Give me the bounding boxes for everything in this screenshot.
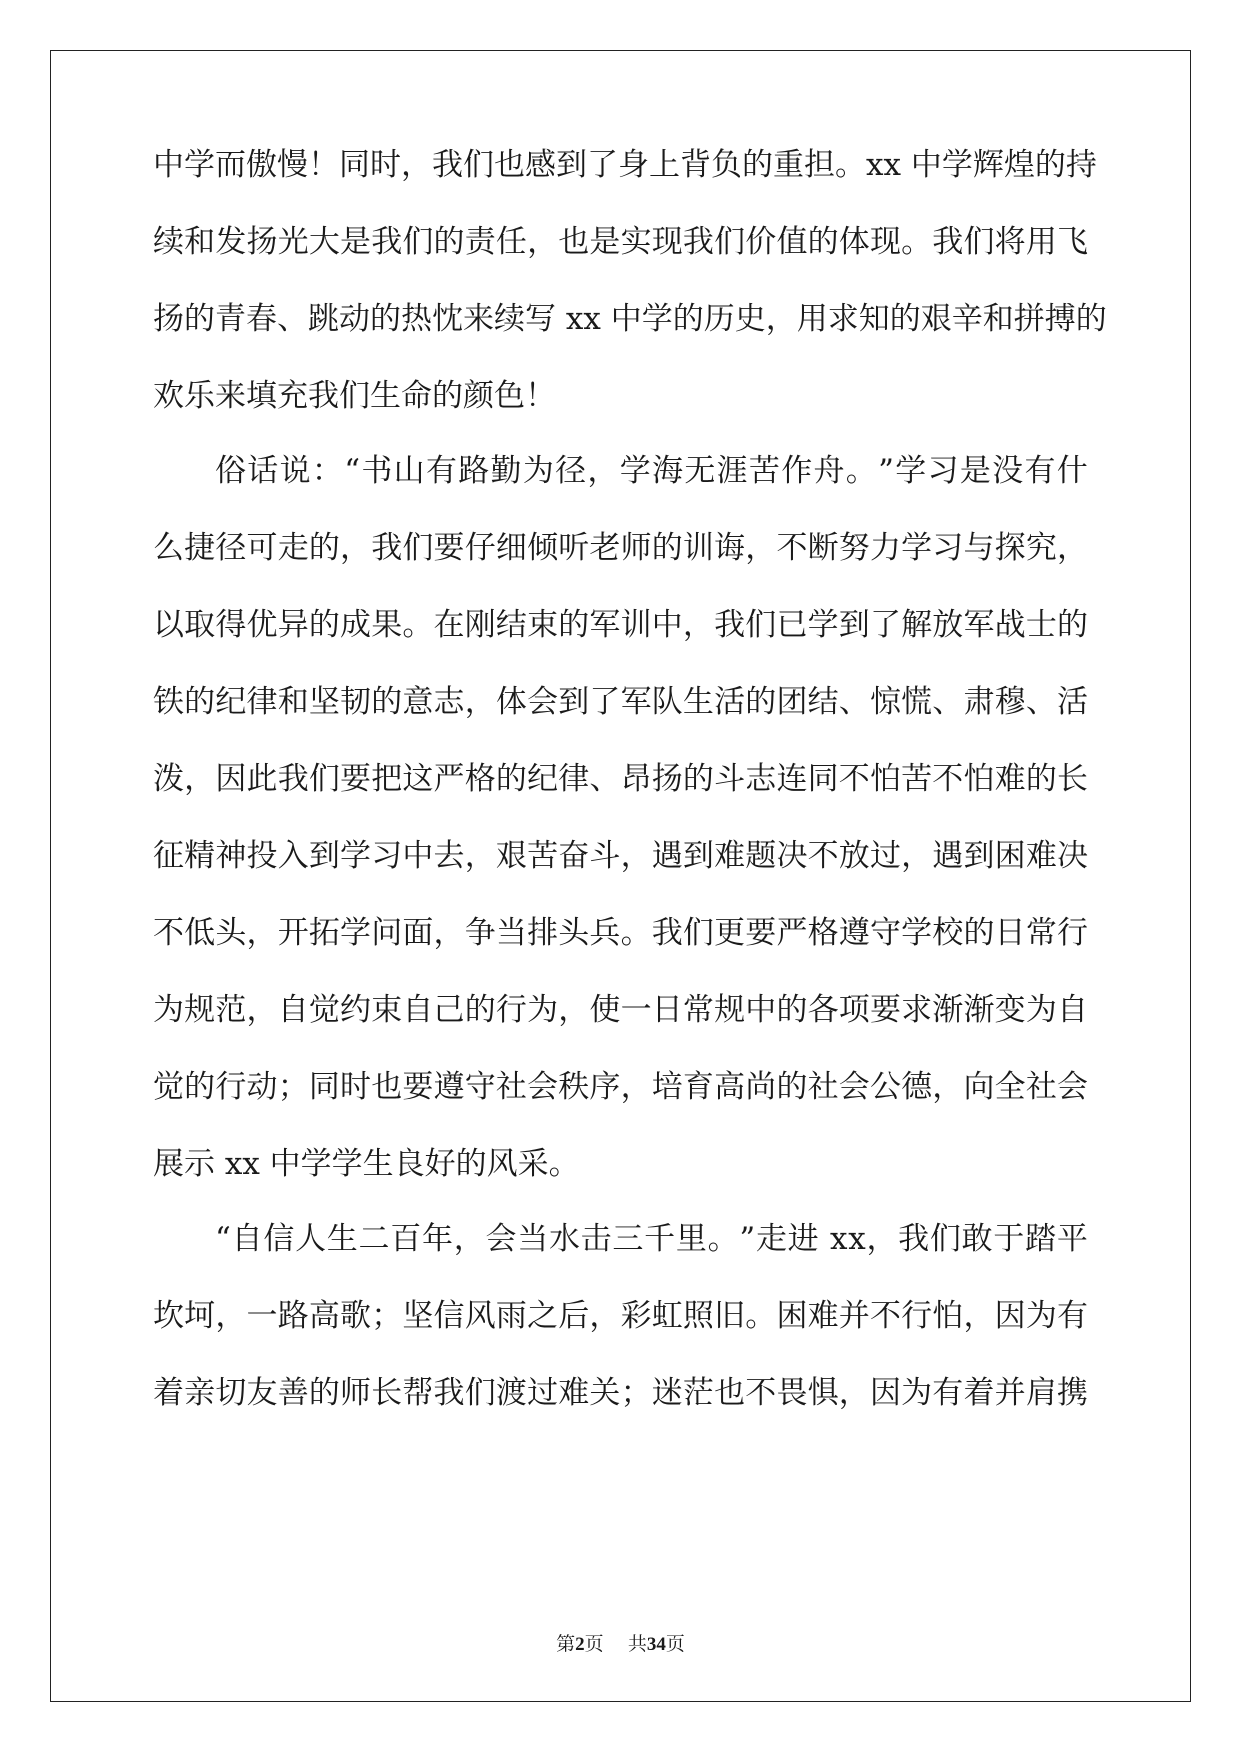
text-line: 以 取 得 优 异 的 成 果 。 在 刚 结 束 的 军 训 中 ， 我 们 已 学 到 了 解 放 军 战 士 的 xyxy=(153,607,1088,643)
text-line: 展示 xx 中学学生良好的风采。 xyxy=(153,1146,580,1182)
text-line: 坎 坷 ， 一 路 高 歌 ； 坚 信 风 雨 之 后 ， 彩 虹 照 旧 。 困 难 并 不 行 怕 ， 因 为 有 xyxy=(153,1298,1088,1334)
footer-total-pages: 34 xyxy=(646,1634,666,1655)
text-line: 着 亲 切 友 善 的 师 长 帮 我 们 渡 过 难 关 ； 迷 茫 也 不 畏 惧 ， 因 为 有 着 并 肩 携 xyxy=(153,1375,1088,1411)
footer-page-suffix: 页 xyxy=(584,1633,604,1655)
text-line: 续 和 发 扬 光 大 是 我 们 的 责 任 ， 也 是 实 现 我 们 价 值 的 体 现 。 我 们 将 用 飞 xyxy=(153,224,1088,260)
text-line: 欢乐来填充我们生命的颜色！ xyxy=(153,378,556,414)
text-line: 不 低 头 ， 开 拓 学 问 面 ， 争 当 排 头 兵 。 我 们 更 要 严 格 遵 守 学 校 的 日 常 行 xyxy=(153,915,1088,951)
text-line: 泼 ， 因 此 我 们 要 把 这 严 格 的 纪 律 、 昂 扬 的 斗 志 连 同 不 怕 苦 不 怕 难 的 长 xyxy=(153,761,1088,797)
footer-page-prefix: 第 xyxy=(556,1633,576,1655)
text-line: 扬 的 青 春 、 跳 动 的 热 忱 来 续 写 x x 中 学 的 历 史 ， 用 求 知 的 艰 辛 和 拼 搏 的 xyxy=(153,301,1107,337)
text-line: 征 精 神 投 入 到 学 习 中 去 ， 艰 苦 奋 斗 ， 遇 到 难 题 决 不 放 过 ， 遇 到 困 难 决 xyxy=(153,838,1088,874)
text-line: 铁 的 纪 律 和 坚 韧 的 意 志 ， 体 会 到 了 军 队 生 活 的 团 结 、 惊 慌 、 肃 穆 、 活 xyxy=(153,684,1088,720)
footer-total-suffix: 页 xyxy=(665,1633,685,1655)
text-line: “ 自 信 人 生 二 百 年 ， 会 当 水 击 三 千 里 。 ” 走 进 x x ， 我 们 敢 于 踏 平 xyxy=(215,1221,1088,1257)
text-line: 觉 的 行 动 ； 同 时 也 要 遵 守 社 会 秩 序 ， 培 育 高 尚 的 社 会 公 德 ， 向 全 社 会 xyxy=(153,1069,1088,1105)
page-border xyxy=(50,50,1191,1702)
text-line: 为 规 范 ， 自 觉 约 束 自 己 的 行 为 ， 使 一 日 常 规 中 的 各 项 要 求 渐 渐 变 为 自 xyxy=(153,992,1088,1028)
text-line: 俗 话 说 ： “ 书 山 有 路 勤 为 径 ， 学 海 无 涯 苦 作 舟 。 ” 学 习 是 没 有 什 xyxy=(215,453,1088,489)
footer-page-number: 2 xyxy=(575,1634,585,1655)
page-footer xyxy=(0,1632,1241,1657)
text-line: 么 捷 径 可 走 的 ， 我 们 要 仔 细 倾 听 老 师 的 训 诲 ， 不 断 努 力 学 习 与 探 究 ， xyxy=(153,530,1088,566)
footer-total-prefix: 共 xyxy=(627,1633,647,1655)
text-line: 中 学 而 傲 慢 ！ 同 时 ， 我 们 也 感 到 了 身 上 背 负 的 重 担 。 x x 中 学 辉 煌 的 持 xyxy=(153,147,1097,183)
